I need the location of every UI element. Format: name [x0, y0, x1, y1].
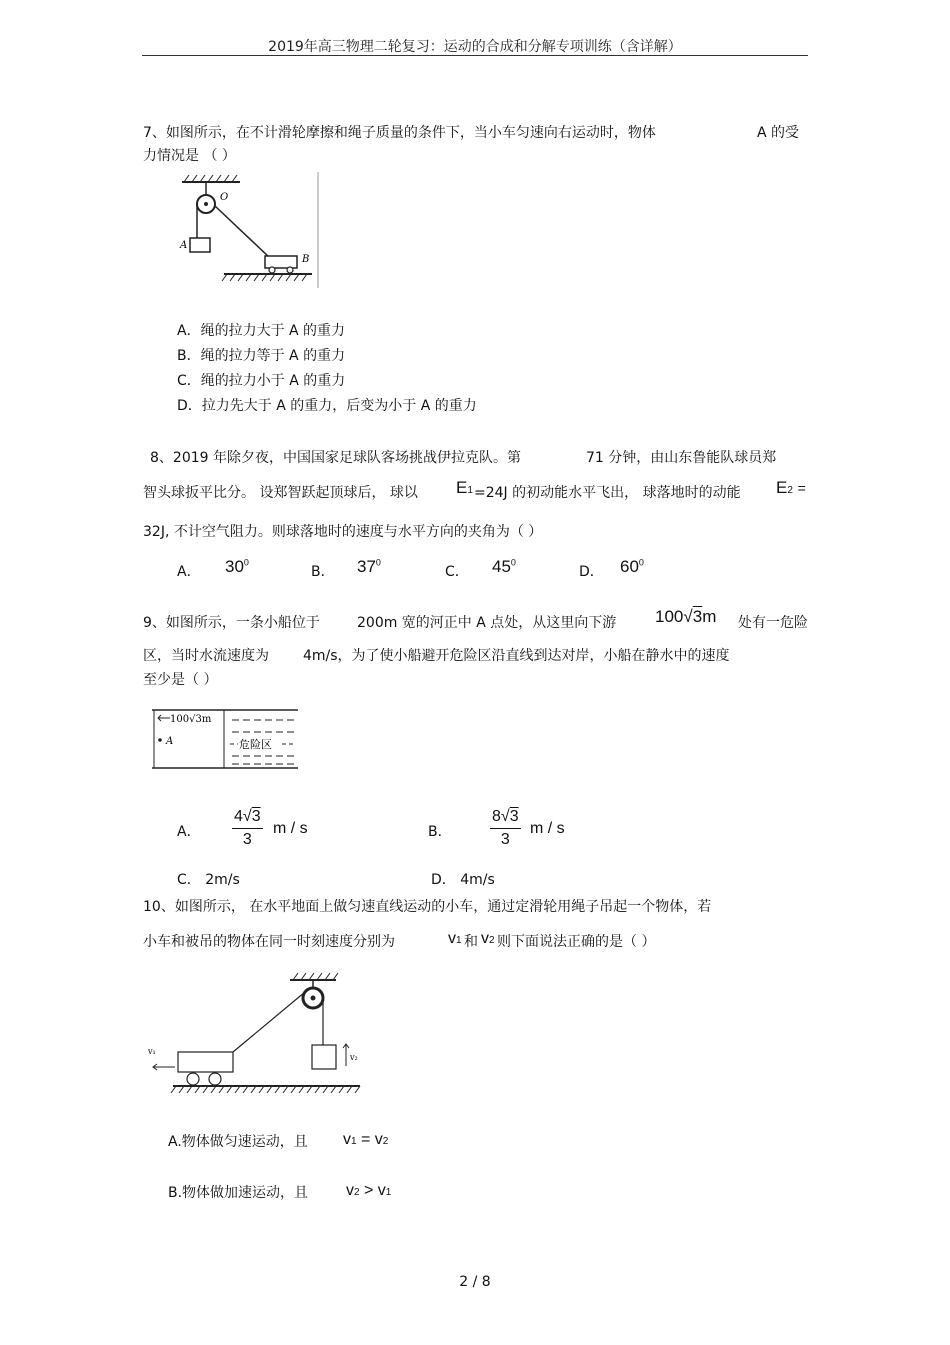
- q9-text-line1: 9、如图所示，一条小船位于: [143, 615, 320, 631]
- q8-option-d-label[interactable]: D．: [579, 564, 604, 580]
- q9-river-figure: [150, 706, 300, 772]
- q7-text-line1: 7、如图所示，在不计滑轮摩擦和绳子质量的条件下，当小车匀速向右运动时，物体: [143, 125, 656, 141]
- q7-option-b[interactable]: B．绳的拉力等于 A 的重力: [177, 348, 346, 364]
- q9-text-line3: 至少是（ ）: [143, 672, 218, 688]
- q9-text-line1-mid: 200m 宽的河正中 A 点处，从这里向下游: [357, 615, 617, 631]
- q7-option-a[interactable]: A．绳的拉力大于 A 的重力: [177, 323, 346, 339]
- q7-text-line2: 力情况是 （ ）: [143, 148, 236, 164]
- q7-option-c[interactable]: C．绳的拉力小于 A 的重力: [177, 373, 346, 389]
- q7-label-a: A: [180, 240, 188, 251]
- q9-fig-label-a: A: [166, 736, 174, 747]
- q10-option-b-math[interactable]: v2 > v1: [346, 1182, 392, 1199]
- q8-option-c-value[interactable]: $45^0$: [492, 557, 516, 576]
- q10-text-line2-end: 则下面说法正确的是（ ）: [497, 934, 656, 950]
- q10-option-a-math[interactable]: v1 = v2: [343, 1131, 389, 1148]
- q8-option-d-value[interactable]: $60^0$: [620, 557, 644, 576]
- header-rule: [142, 55, 808, 56]
- q8-option-a-label[interactable]: A．: [177, 564, 201, 580]
- q8-option-a-value[interactable]: $30^0$: [225, 557, 249, 576]
- q10-fig-v2-label: v₂: [350, 1053, 358, 1062]
- q9-fig-danger-label: 危险区: [239, 738, 272, 751]
- q10-option-b-text[interactable]: B.物体做加速运动，且: [168, 1185, 309, 1201]
- q10-option-a-text[interactable]: A.物体做匀速运动，且: [168, 1134, 308, 1150]
- q8-text-line1: 8、2019 年除夕夜，中国国家足球队客场挑战伊拉克队。第: [150, 450, 521, 466]
- q9-option-b-fraction[interactable]: 8√3 3: [492, 808, 519, 848]
- page-header-title: 2019年高三物理二轮复习：运动的合成和分解专项训练（含详解）: [268, 39, 682, 55]
- q7-label-o: O: [220, 192, 229, 203]
- q8-e2-symbol: E2 =: [776, 478, 806, 497]
- q10-v1-symbol: v1: [448, 930, 462, 947]
- q9-distance-math: 100√3m: [655, 607, 717, 626]
- q9-option-b-label[interactable]: B．: [428, 824, 452, 840]
- q7-label-b: B: [302, 254, 310, 265]
- q9-text-line2-end: 4m/s，为了使小船避开危险区沿直线到达对岸，小船在静水中的速度: [303, 648, 730, 664]
- q8-option-c-label[interactable]: C．: [445, 564, 469, 580]
- q9-option-b-unit: m / s: [530, 820, 565, 837]
- page-number: 2 / 8: [459, 1274, 491, 1290]
- q9-text-line2: 区，当时水流速度为: [143, 648, 269, 664]
- q8-option-b-value[interactable]: $37^0$: [357, 557, 381, 576]
- q9-option-a-fraction[interactable]: 4√3 3: [234, 808, 261, 848]
- q7-pulley-cart-figure: [172, 170, 322, 290]
- q10-text-line2: 小车和被吊的物体在同一时刻速度分别为: [143, 934, 395, 950]
- q8-text-line2: 智头球扳平比分。 设郑智跃起顶球后， 球以: [143, 485, 418, 501]
- q7-text-line1-end: A 的受: [757, 125, 800, 141]
- q10-pulley-cart-figure: [140, 968, 370, 1103]
- q9-fig-distance: 100√3m: [170, 714, 212, 725]
- q9-option-c[interactable]: C． 2m/s: [177, 872, 240, 888]
- q10-v2-symbol: v2: [481, 930, 495, 947]
- q8-text-line2-mid: =24J 的初动能水平飞出， 球落地时的动能: [474, 485, 741, 501]
- q7-option-d[interactable]: D．拉力先大于 A 的重力，后变为小于 A 的重力: [177, 398, 477, 414]
- q10-and-text: 和: [464, 934, 478, 950]
- q10-fig-v1-label: v₁: [148, 1047, 156, 1056]
- q8-e1-symbol: E1: [456, 478, 473, 497]
- q9-option-a-unit: m / s: [273, 820, 308, 837]
- q9-option-d[interactable]: D． 4m/s: [431, 872, 495, 888]
- q8-option-b-label[interactable]: B．: [311, 564, 335, 580]
- q9-text-line1-end: 处有一危险: [738, 615, 808, 631]
- q10-text-line1: 10、如图所示， 在水平地面上做匀速直线运动的小车，通过定滑轮用绳子吊起一个物体，若: [143, 899, 712, 915]
- q8-text-line1-end: 71 分钟，由山东鲁能队球员郑: [586, 450, 777, 466]
- q8-text-line3: 32J, 不计空气阻力。则球落地时的速度与水平方向的夹角为（ ）: [143, 524, 543, 540]
- q9-option-a-label[interactable]: A．: [177, 824, 201, 840]
